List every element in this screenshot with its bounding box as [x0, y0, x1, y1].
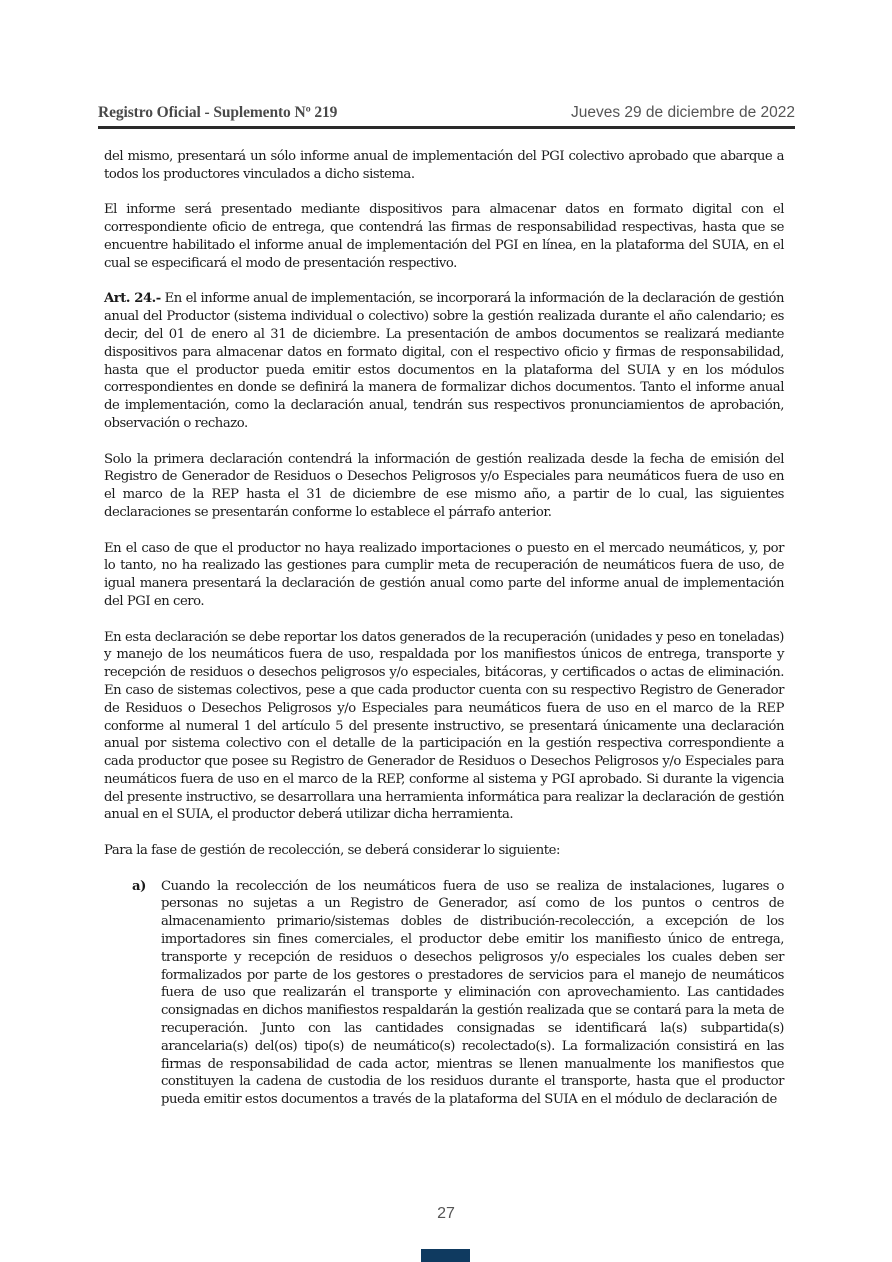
- list-item: [104, 878, 784, 1109]
- footer-accent-bar: [421, 1249, 470, 1262]
- document-body: [104, 148, 784, 1109]
- page-header: [98, 104, 795, 126]
- paragraph: del mismo, presentará un sólo informe anual de implementación del PGI colectivo aprobado que abarque a todos los productores vinculados a dicho sistema.: [104, 149, 784, 182]
- article-paragraph: [104, 290, 784, 432]
- article-label: Art. 24.-: [104, 291, 161, 307]
- list-marker: a): [132, 878, 146, 894]
- paragraph: Para la fase de gestión de recolección, se deberá considerar lo siguiente:: [104, 843, 560, 859]
- page-number: 27: [437, 1205, 455, 1222]
- paragraph: El informe será presentado mediante dispositivos para almacenar datos en formato digital con el correspondiente oficio de entrega, que contendrá las firmas de responsabilidad respectivas, hasta que se encuentre habilitado el informe anual de implementación del PGI en línea, en la plataforma del SUIA, en el cual se especificará el modo de presentación respectivo.: [104, 202, 784, 271]
- publication-title: Registro Oficial - Suplemento Nº 219: [98, 104, 338, 121]
- paragraph: En el caso de que el productor no haya realizado importaciones o puesto en el mercado neumáticos, y, por lo tanto, no ha realizado las gestiones para cumplir meta de recuperación de neumáticos fuera de uso, de igual manera presentará la declaración de gestión anual como parte del informe anual de implementación del PGI en cero.: [104, 540, 784, 609]
- publication-date: Jueves 29 de diciembre de 2022: [570, 104, 795, 121]
- article-text: En el informe anual de implementación, se incorporará la información de la declaración de gestión anual del Productor (sistema individual o colectivo) sobre la gestión realizada durante el año calendario; es decir, del 01 de enero al 31 de diciembre. La presentación de ambos documentos se realizará mediante dispositivos para almacenar datos en formato digital, con el respectivo oficio y firmas de responsabilidad, hasta que el productor pueda emitir estos documentos en la plataforma del SUIA y en los módulos correspondientes en donde se definirá la manera de formalizar dichos documentos. Tanto el informe anual de implementación, como la declaración anual, tendrán sus respectivos pronunciamientos de aprobación, observación o rechazo.: [104, 291, 785, 431]
- list-item-text: Cuando la recolección de los neumáticos fuera de uso se realiza de instalaciones, lugares o personas no sujetas a un Registro de Generador, así como de los puntos o centros de almacenamiento primario/sistemas dobles de distribución-recolección, a excepción de los importadores sin fines comerciales, el productor debe emitir los manifiesto único de entrega, transporte y recepción de residuos o desechos peligrosos y/o especiales los cuales deben ser formalizados por parte de los gestores o prestadores de servicios para el manejo de neumáticos fuera de uso que realizarán el transporte y eliminación con aprovechamiento. Las cantidades consignadas en dichos manifiestos respaldarán la gestión realizada que se contará para la meta de recuperación. Junto con las cantidades consignadas se identificará la(s) subpartida(s) arancelaria(s) del(os) tipo(s) de neumático(s) recolectado(s). La formalización consistirá en las firmas de responsabilidad de cada actor, mientras se llenen manualmente los manifiestos que constituyen la cadena de custodia de los residuos durante el transporte, hasta que el productor pueda emitir estos documentos a través de la plataforma del SUIA en el módulo de declaración de: [161, 878, 784, 1108]
- header-divider: [98, 126, 795, 129]
- paragraph: Solo la primera declaración contendrá la información de gestión realizada desde la fecha de emisión del Registro de Generador de Residuos o Desechos Peligrosos y/o Especiales para neumáticos fuera de uso en el marco de la REP hasta el 31 de diciembre de ese mismo año, a partir de lo cual, las siguientes declaraciones se presentarán conforme lo establece el párrafo anterior.: [104, 451, 784, 520]
- paragraph: En esta declaración se debe reportar los datos generados de la recuperación (unidades y peso en toneladas) y manejo de los neumáticos fuera de uso, respaldada por los manifiestos únicos de entrega, transporte y recepción de residuos o desechos peligrosos y/o especiales, bitácoras, y certificados o actas de eliminación. En caso de sistemas colectivos, pese a que cada productor cuenta con su respectivo Registro de Generador de Residuos o Desechos Peligrosos y/o Especiales para neumáticos fuera de uso en el marco de la REP conforme al numeral 1 del artículo 5 del presente instructivo, se presentará únicamente una declaración anual por sistema colectivo con el detalle de la participación en la gestión respectiva correspondiente a cada productor que posee su Registro de Generador de Residuos o Desechos Peligrosos y/o Especiales para neumáticos fuera de uso en el marco de la REP, conforme al sistema y PGI aprobado. Si durante la vigencia del presente instructivo, se desarrollara una herramienta informática para realizar la declaración de gestión anual en el SUIA, el productor deberá utilizar dicha herramienta.: [104, 629, 784, 823]
